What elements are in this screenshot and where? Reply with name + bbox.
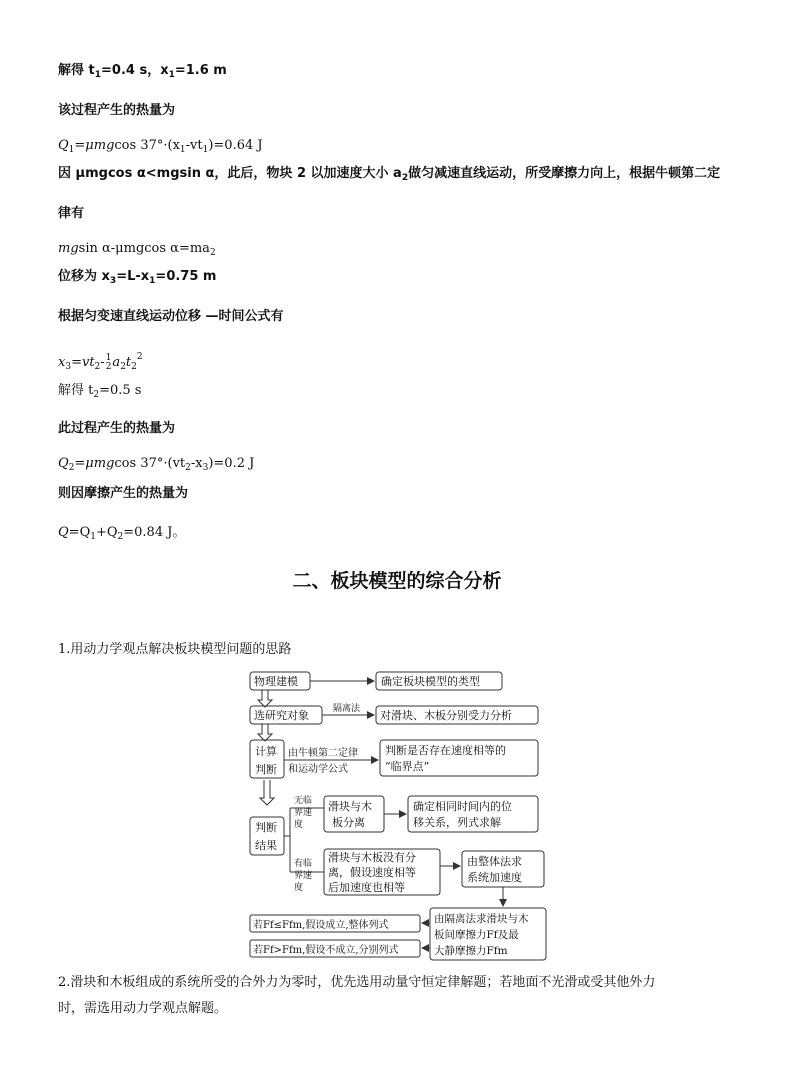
label-isolation-2: 板间摩擦力Ff及最: [434, 929, 519, 941]
heat-heading-1: 该过程产生的热量为: [58, 103, 176, 118]
label-disp-2: 移关系，列式求解: [413, 816, 501, 829]
label-judge: 判断: [255, 763, 277, 776]
label-cond-hold: 若Ff≤Ffm,假设成立,整体列式: [253, 920, 389, 931]
label-critical-2: “临界点”: [385, 760, 430, 773]
formula-q-total: $Q=Q_1+Q_2=0.84$ J。: [58, 525, 186, 542]
label-newton-1: 由牛顿第二定律: [288, 748, 358, 759]
label-whole-2: 系统加速度: [467, 871, 522, 884]
label-isolation-1: 由隔离法求滑块与木: [434, 913, 529, 925]
label-crit-1: 有临: [294, 859, 313, 869]
label-disp-1: 确定相同时间内的位: [413, 800, 512, 813]
item-1-label: 1.用动力学观点解决板块模型问题的思路: [58, 642, 292, 657]
label-crit-3: 度: [294, 883, 304, 893]
item-2-line-2: 时，需选用动力学观点解题。: [58, 1001, 228, 1016]
reasoning-line: 因 μmgcos α<mgsin α，此后，物块 2 以加速度大小 $a_2$做匀减速直线运动，所受摩擦力向上，根据牛顿第二定: [58, 166, 721, 183]
label-select-object: 选研究对象: [254, 709, 309, 722]
label-force-analysis: 对滑块、木板分别受力分析: [380, 709, 512, 722]
reasoning-line-cont: 律有: [58, 206, 85, 221]
label-no-crit-1: 无临: [294, 796, 313, 806]
label-no-crit-2: 界速: [294, 808, 313, 818]
fraction: 1 2: [105, 352, 112, 372]
label-isolation: 隔离法: [333, 704, 361, 714]
formula-q1: $Q_1=\mu mgcos$ $37^\circ\cdot(x_1-vt_1)=0.64$ J: [58, 138, 263, 155]
solution-line-t1: 解得 $t_1=0.4$ s，$x_1=1.6$ m: [58, 63, 227, 80]
label-calculate: 计算: [255, 745, 277, 758]
label-separate-1: 滑块与木: [328, 800, 372, 813]
formula-q2: $Q_2=\mu mgcos$ $37^\circ\cdot(vt_2-x_3)=0.2$ J: [58, 456, 255, 473]
label-model-type: 确定板块模型的类型: [381, 675, 480, 688]
displacement-line: 位移为 $x_3=L-x_1=0.75$ m: [58, 269, 217, 286]
label-separate-2: 板分离: [332, 816, 365, 829]
label-newton-2: 和运动学公式: [288, 764, 348, 775]
heat-heading-total: 则因摩擦产生的热量为: [58, 486, 189, 501]
formula-x3: $x_3=vt_2-$ 1 2 $a_2t_2^2$: [58, 352, 143, 372]
label-result-1: 判断: [255, 821, 277, 834]
label-noseparate-1: 滑块与木板没有分: [328, 851, 416, 864]
label-noseparate-2: 离，假设速度相等: [328, 866, 416, 879]
label-physics-model: 物理建模: [254, 675, 298, 688]
label-no-crit-3: 度: [294, 820, 304, 830]
heat-heading-2: 此过程产生的热量为: [58, 421, 176, 436]
formula-newton: mgsin α-μmgcos $\alpha=ma_2$: [58, 241, 216, 258]
label-whole-1: 由整体法求: [467, 855, 522, 868]
label-result-2: 结果: [255, 839, 277, 852]
label-cond-fail: 若Ff>Ffm,假设不成立,分别列式: [253, 945, 399, 956]
label-isolation-3: 大静摩擦力Ffm: [434, 945, 508, 957]
section-title: 二、板块模型的综合分析: [292, 570, 502, 592]
kinematics-heading: 根据匀变速直线运动位移 —时间公式有: [58, 309, 284, 324]
label-crit-2: 界速: [294, 871, 313, 881]
label-critical-1: 判断是否存在速度相等的: [385, 744, 506, 757]
item-2-line-1: 2.滑块和木板组成的系统所受的合外力为零时，优先选用动量守恒定律解题；若地面不光滑或受其他外力: [58, 975, 656, 990]
label-noseparate-3: 后加速度也相等: [328, 881, 405, 894]
solution-line-t2: 解得 $t_2=0.5$ s: [58, 383, 142, 400]
